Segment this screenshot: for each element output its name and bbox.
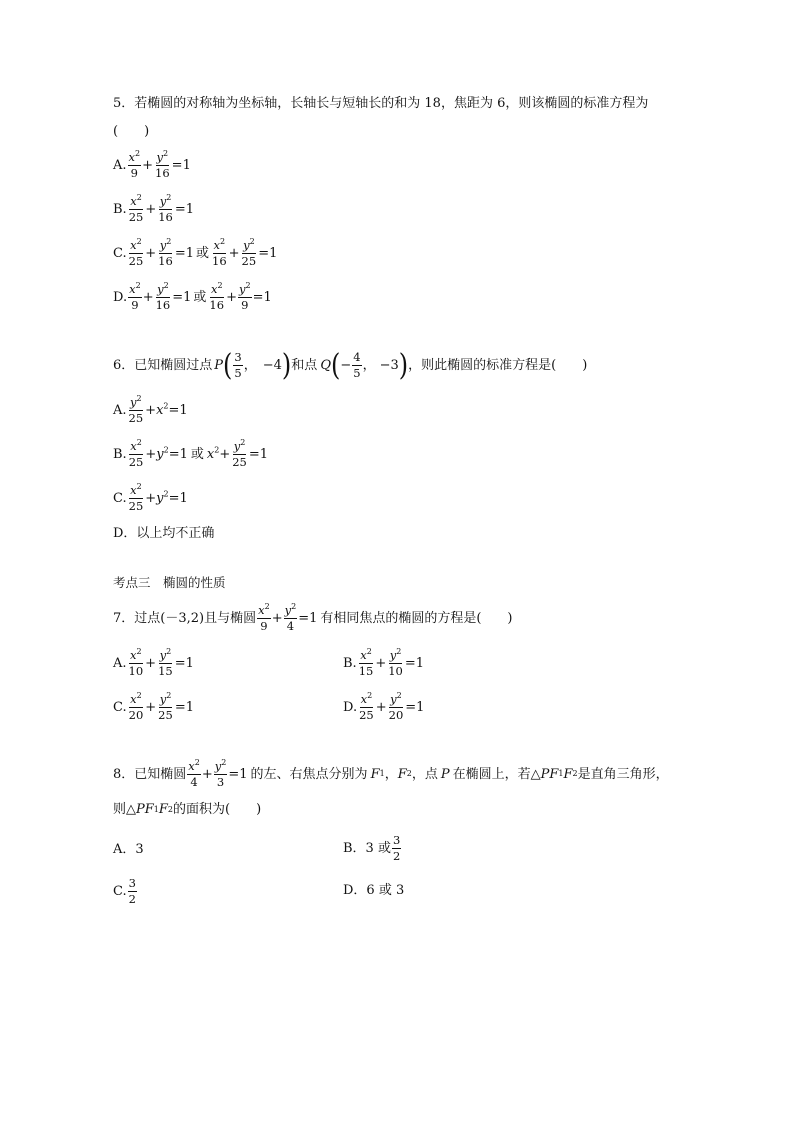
fraction: $\frac{y^2}{9}$ [238, 281, 251, 312]
q8-option-c[interactable] [113, 873, 138, 909]
q5-option-a[interactable]: A. $\frac{x^2}{9}$ + $\frac{y^2}{16}$ =1 [113, 149, 191, 180]
option-label: B. [113, 446, 127, 462]
fraction: $\frac{x^2}{16}$ [209, 281, 225, 312]
q7-stem: 7．过点(－3,2)且与椭圆 $\frac{x^2}{9}$ + $\frac{y^2}{4}$ =1 有相同焦点的椭圆的方程是( ) [113, 602, 513, 633]
option-label: B. [343, 655, 357, 671]
fraction: $\frac{x^2}{25}$ [359, 691, 374, 722]
q8-option-b[interactable]: B．3 或 $\frac{3}{2}$ [343, 833, 401, 863]
fraction: $\frac{x^2}{25}$ [128, 237, 144, 268]
option-label: D. [343, 699, 358, 715]
q7-option-a[interactable]: A. $\frac{x^2}{10}$ + $\frac{y^2}{15}$ =1 [113, 647, 194, 678]
fraction: $\frac{3}{2}$ [392, 833, 401, 863]
option-label: A. [113, 402, 127, 418]
fraction: $\frac{y^2}{25}$ [241, 237, 257, 268]
option-label: C. [113, 245, 127, 261]
q6-option-a[interactable]: A. $\frac{y^2}{25}$ $+x^2$ =1 [113, 394, 188, 425]
q7-option-b[interactable]: B. $\frac{x^2}{15}$ + $\frac{y^2}{10}$ =1 [343, 647, 425, 678]
fraction: $\frac{y^2}{16}$ [158, 193, 173, 224]
fraction: $\frac{x^2}{9}$ [258, 602, 270, 633]
fraction: $\frac{3}{2}$ [128, 876, 136, 906]
fraction: $\frac{x^2}{15}$ [358, 647, 374, 678]
fraction: $\frac{y^2}{15}$ [158, 647, 173, 678]
fraction: $\frac{x^2}{16}$ [212, 237, 227, 268]
fraction: $\frac{y^2}{10}$ [388, 647, 403, 678]
option-label: D. [113, 289, 128, 305]
q6-option-d[interactable]: D．以上均不正确 [113, 526, 215, 541]
fraction: $\frac{y^2}{20}$ [388, 691, 404, 722]
section-heading: 考点三 椭圆的性质 [113, 575, 226, 590]
fraction: $\frac{x^2}{25}$ [128, 438, 144, 469]
fraction: $\frac{x^2}{25}$ [128, 193, 144, 224]
fraction: $\frac{x^2}{25}$ [128, 482, 144, 513]
fraction: $\frac{y^2}{3}$ [214, 758, 227, 789]
option-label: C. [113, 699, 127, 715]
fraction: $\frac{y^2}{16}$ [155, 281, 171, 312]
option-label: C. [113, 883, 127, 899]
q6-option-c[interactable]: C. $\frac{x^2}{25}$ $+y^2$ =1 [113, 482, 188, 513]
q6-option-b[interactable]: B. $\frac{x^2}{25}$ $+y^2$ =1 或 $x^2+$ $\frac{y^2}{25}$ =1 [113, 438, 269, 469]
q8-option-d[interactable]: D．6 或 3 [343, 883, 405, 898]
fraction: $\frac{y^2}{25}$ [158, 691, 173, 722]
fraction: $\frac{y^2}{4}$ [284, 602, 297, 633]
fraction: $\frac{y^2}{16}$ [155, 149, 170, 180]
fraction: $\frac{y^2}{16}$ [158, 237, 173, 268]
q7-option-d[interactable]: D. $\frac{x^2}{25}$ + $\frac{y^2}{20}$ =1 [343, 691, 425, 722]
q8-stem-line2: 则△ PF 1 F 2 的面积为( ) [113, 802, 262, 817]
option-label: C. [113, 490, 127, 506]
q5-stem: 5．若椭圆的对称轴为坐标轴，长轴长与短轴长的和为 18，焦距为 6，则该椭圆的标准方程为 [113, 96, 649, 111]
fraction: $\frac{x^2}{9}$ [128, 149, 141, 180]
q5-option-b[interactable]: B. $\frac{x^2}{25}$ + $\frac{y^2}{16}$ =1 [113, 193, 195, 224]
fraction: $\frac{x^2}{10}$ [128, 647, 144, 678]
q5-option-c[interactable]: C. $\frac{x^2}{25}$ + $\frac{y^2}{16}$ =1 或 $\frac{x^2}{16}$ + $\frac{y^2}{25}$ =1 [113, 237, 278, 268]
q5-option-d[interactable]: D. $\frac{x^2}{9}$ + $\frac{y^2}{16}$ =1 或 $\frac{x^2}{16}$ + $\frac{y^2}{9}$ =1 [113, 281, 272, 312]
fraction: $\frac{y^2}{25}$ [232, 438, 247, 469]
fraction: $\frac{x^2}{20}$ [128, 691, 144, 722]
fraction: $\frac{x^2}{4}$ [188, 758, 200, 789]
q6-stem: 6．已知椭圆过点 P ( $\frac{3}{5}$ ， −4 ) 和点 Q ( − $\frac{4}{5}$ ， −3 ) ，则此椭圆的标准方程是( ) [113, 347, 588, 383]
q7-option-c[interactable]: C. $\frac{x^2}{20}$ + $\frac{y^2}{25}$ =1 [113, 691, 194, 722]
fraction: $\frac{4}{5}$ [353, 350, 361, 380]
option-label: A. [113, 655, 127, 671]
fraction: $\frac{x^2}{9}$ [129, 281, 141, 312]
q5-answer-blank: ( ) [113, 124, 150, 139]
fraction: $\frac{y^2}{25}$ [128, 394, 144, 425]
option-label: B. [113, 201, 127, 217]
fraction: $\frac{3}{5}$ [234, 350, 242, 380]
q8-option-a[interactable]: A．3 [113, 842, 144, 857]
q8-stem-line1: 8．已知椭圆 $\frac{x^2}{4}$ + $\frac{y^2}{3}$ =1 的左、右焦点分别为 F 1 ， F 2 ，点 P 在椭圆上，若△ PF 1 F 2 是直角三角形， [113, 758, 669, 789]
option-label: A. [113, 157, 127, 173]
